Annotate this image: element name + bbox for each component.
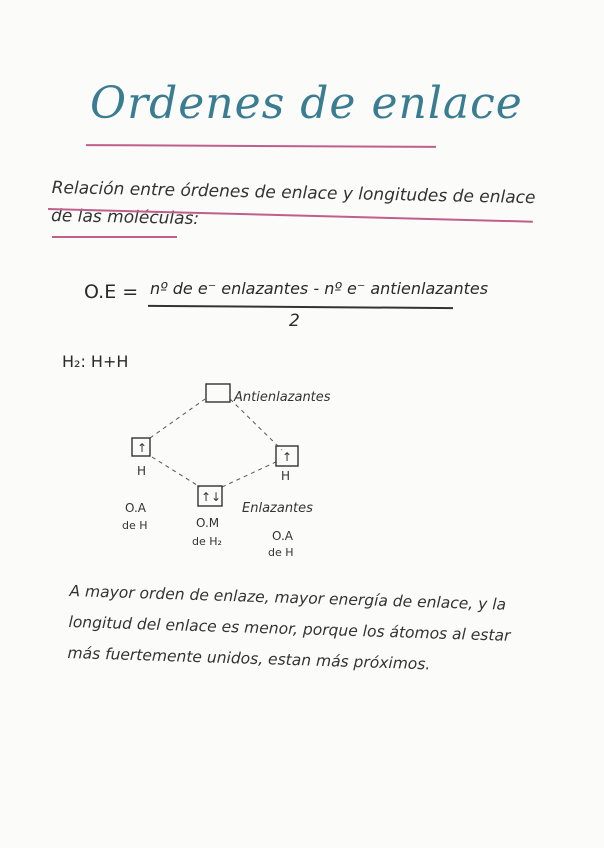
left-oa-line1: O.A [125, 501, 146, 515]
left-atom-label: H [137, 464, 147, 478]
dash-left-bond [152, 457, 200, 487]
om-line1: O.M [196, 516, 220, 530]
subtitle-underline-2 [52, 236, 177, 238]
h2-label: H₂: H+H [62, 352, 129, 371]
bonding-label: Enlazantes [242, 501, 313, 516]
fraction-bar [148, 305, 453, 309]
formula-numerator: nº de e⁻ enlazantes - nº e⁻ antienlazantes [150, 279, 489, 298]
right-atom-label: H [281, 469, 291, 483]
right-atom-arrow: ↑ [282, 450, 293, 464]
left-oa-line2: de H [122, 519, 148, 532]
bonding-arrows: ↑↓ [201, 490, 222, 504]
om-line2: de H₂ [192, 535, 222, 548]
subtitle: Relación entre órdenes de enlace y longitudes de enlace de las moléculas: [50, 177, 536, 230]
dash-bond-right [222, 461, 278, 487]
title-underline [86, 144, 436, 148]
antibonding-label: Antienlazantes [234, 390, 331, 405]
right-oa-line1: O.A [272, 529, 293, 543]
mo-diagram [110, 375, 370, 565]
dash-left-anti [150, 399, 205, 438]
page-title: Ordenes de enlace [90, 78, 523, 129]
antibonding-orbital-box [206, 384, 230, 402]
dash-anti-right [230, 399, 282, 450]
left-atom-arrow: ↑ [137, 441, 148, 455]
formula-denominator: 2 [289, 311, 300, 331]
formula-lhs: O.E = [84, 281, 139, 303]
right-oa-line2: de H [268, 546, 294, 559]
conclusion-text: A mayor orden de enlaze, mayor energía de enlace, y la longitud del enlace es menor, porque los átomos al estar más fuertemente unidos, estan más próximos. [67, 581, 511, 674]
